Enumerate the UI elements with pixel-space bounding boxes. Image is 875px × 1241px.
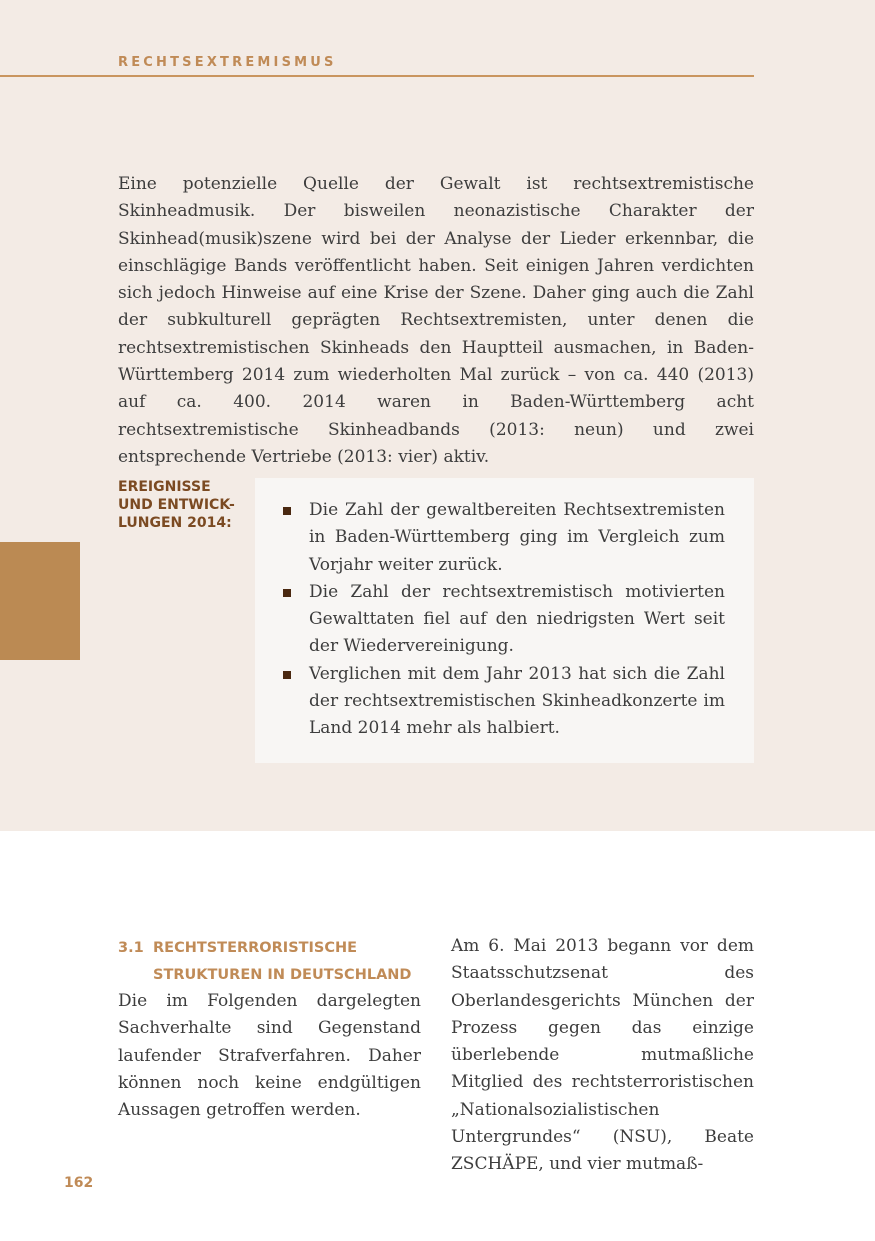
running-head: RECHTSEXTREMISMUS xyxy=(118,55,337,70)
section-heading xyxy=(118,935,428,990)
section-number: 3.1 xyxy=(118,940,144,956)
list-item xyxy=(309,661,725,743)
events-box xyxy=(255,478,754,763)
chapter-tab xyxy=(0,542,80,660)
events-label: EREIGNISSE UND ENTWICK- LUNGEN 2014: xyxy=(118,479,235,531)
list-item xyxy=(309,579,725,661)
header-rule xyxy=(0,75,754,77)
section-title: RECHTSTERRORISTISCHE STRUKTUREN IN DEUTSCHLAND xyxy=(153,940,412,984)
square-bullet-icon xyxy=(283,671,291,679)
intro-paragraph: Eine potenzielle Quelle der Gewalt ist rechtsextremistische Skinheadmusik. Der bisweilen neonazistische Charakter der Skinhead(musik)szene wird bei der Analyse der Lieder erkennbar, die einschlägige Bands veröffentlicht haben. Seit einigen Jahren verdichten sich jedoch Hinweise auf eine Krise der Szene. Daher ging auch die Zahl der subkulturell geprägten Rechtsextremisten, unter denen die rechtsextremistischen Skinheads den Hauptteil ausmachen, in Baden-Württemberg 2014 zum wiederholten Mal zurück – von ca. 440 (2013) auf ca. 400. 2014 waren in Baden-Württemberg acht rechtsextremistische Skinheadbands (2013: neun) und zwei entsprechende Vertriebe (2013: vier) aktiv. xyxy=(118,174,754,467)
page-number: 162 xyxy=(64,1175,94,1191)
square-bullet-icon xyxy=(283,589,291,597)
right-column-text: Am 6. Mai 2013 begann vor dem Staatsschutzsenat des Oberlandesgerichts München der Prozess gegen das einzige überlebende mutmaßliche Mitglied des rechtsterroristischen „Nationalsozialistischen Untergrundes“ (NSU), Beate ZSCHÄPE, und vier mutmaß- xyxy=(451,936,754,1175)
square-bullet-icon xyxy=(283,507,291,515)
events-list xyxy=(255,478,754,743)
list-item-text: Die Zahl der rechtsextremistisch motivierten Gewalttaten fiel auf den niedrigsten Wert seit der Wiedervereinigung. xyxy=(309,581,725,657)
list-item xyxy=(309,497,725,579)
list-item-text: Die Zahl der gewaltbereiten Rechtsextremisten in Baden-Württemberg ging im Vergleich zum Vorjahr weiter zurück. xyxy=(309,500,725,575)
list-item-text: Verglichen mit dem Jahr 2013 hat sich die Zahl der rechtsextremistischen Skinheadkonzerte im Land 2014 mehr als halbiert. xyxy=(309,663,725,739)
left-column-text: Die im Folgenden dargelegten Sachverhalte sind Gegenstand laufender Strafverfahren. Daher können noch keine endgültigen Aussagen getroffen werden. xyxy=(118,991,421,1121)
